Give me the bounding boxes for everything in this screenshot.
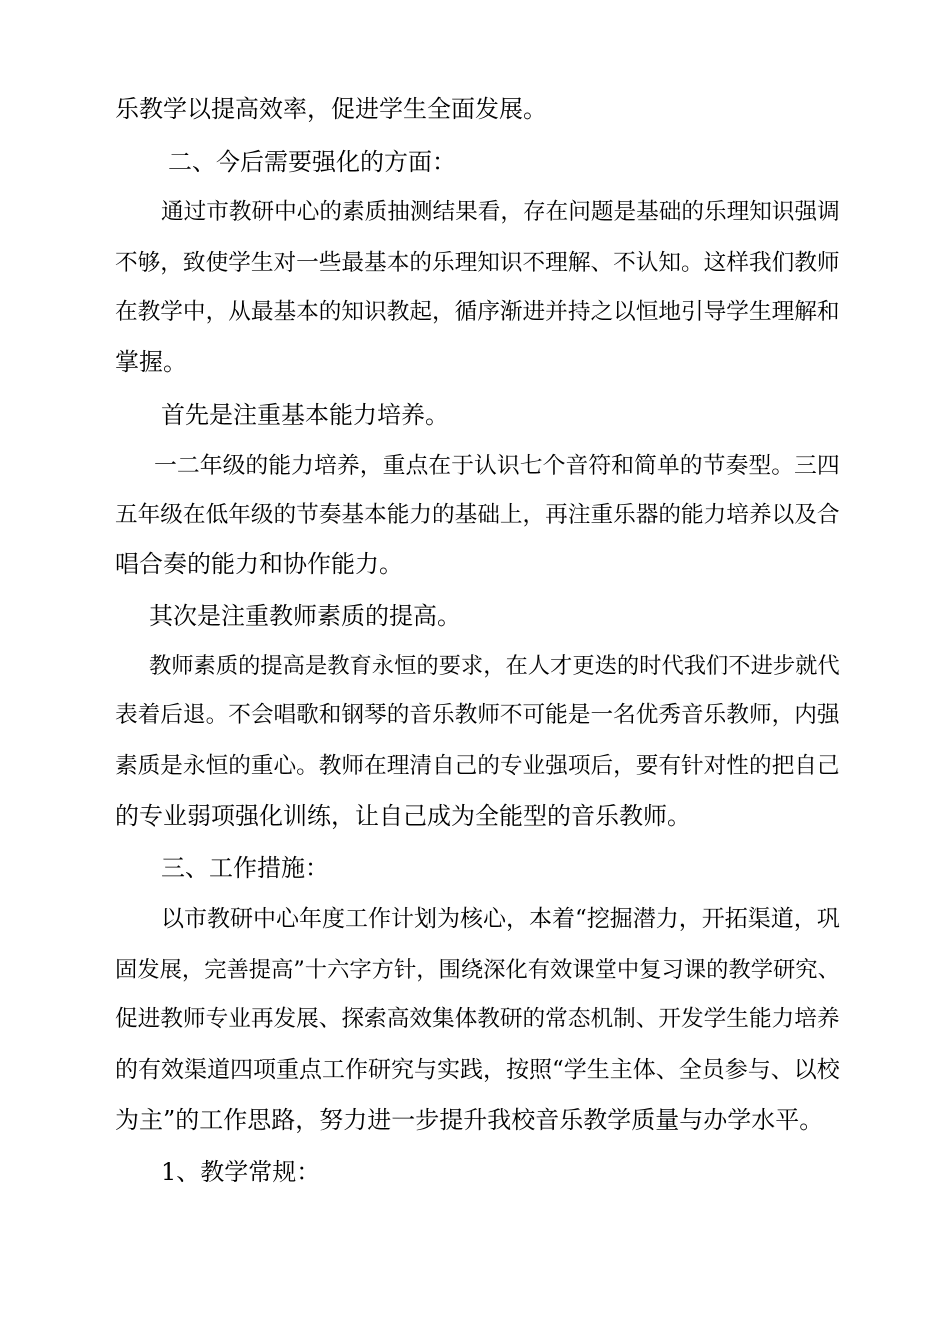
text-line: 唱合奏的能力和协作能力。 [115,550,403,578]
text-line: 一二年级的能力培养，重点在于认识七个音符和简单的节奏型。三四 [154,453,840,479]
section-heading: 1、教学常规： [161,1158,321,1186]
text-line: 五年级在低年级的节奏基本能力的基础上，再注重乐器的能力培养以及合 [115,502,840,528]
text-line: 表着后退。不会唱歌和钢琴的音乐教师不可能是一名优秀音乐教师，内强 [115,702,840,728]
text-line: 通过市教研中心的素质抽测结果看，存在问题是基础的乐理知识强调 [161,199,840,225]
text-line: 的有效渠道四项重点工作研究与实践，按照“学生主体、全员参与、以校 [115,1057,840,1083]
text-line: 素质是永恒的重心。教师在理清自己的专业强项后，要有针对性的把自己 [115,753,840,779]
text-line: 在教学中，从最基本的知识教起，循序渐进并持之以恒地引导学生理解和 [115,299,840,325]
section-heading: 二、今后需要强化的方面： [168,148,456,176]
text-line: 为主”的工作思路，努力进一步提升我校音乐教学质量与办学水平。 [115,1106,824,1134]
text-line: 教师素质的提高是教育永恒的要求，在人才更迭的时代我们不进步就代 [149,653,840,679]
text-line: 掌握。 [115,348,187,376]
text-line: 以市教研中心年度工作计划为核心，本着“挖掘潜力，开拓渠道，巩 [161,906,840,932]
text-line: 其次是注重教师素质的提高。 [149,602,461,630]
text-line: 促进教师专业再发展、探索高效集体教研的常态机制、开发学生能力培养 [115,1006,840,1032]
text-line: 不够，致使学生对一些最基本的乐理知识不理解、不认知。这样我们教师 [115,250,840,276]
section-heading: 三、工作措施： [161,854,329,882]
text-line: 的专业弱项强化训练，让自己成为全能型的音乐教师。 [115,802,691,830]
text-line: 固发展，完善提高”十六字方针，围绕深化有效课堂中复习课的教学研究、 [115,957,840,983]
text-line: 首先是注重基本能力培养。 [161,401,449,429]
text-line: 乐教学以提高效率，促进学生全面发展。 [115,95,547,123]
